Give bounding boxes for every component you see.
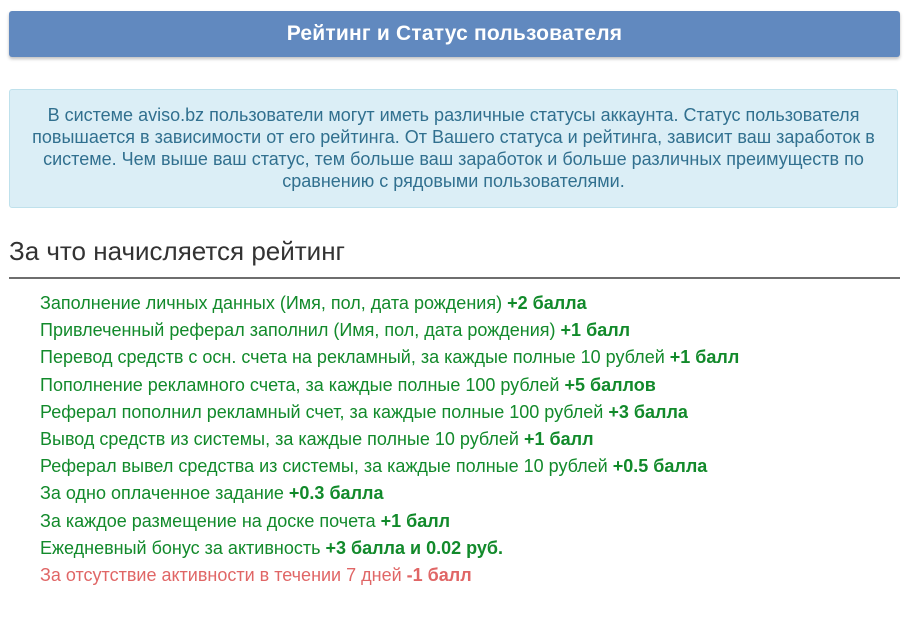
rating-item-points: +1 балл — [669, 347, 740, 368]
rating-item-text: За отсутствие активности в течении 7 дней — [40, 565, 407, 586]
rating-item — [40, 480, 739, 507]
rating-item-points: +1 балл — [380, 510, 451, 531]
rating-item-points: +2 балла — [507, 293, 587, 313]
info-text: В системе aviso.bz пользователи могут иметь различные статусы аккаунта. Статус пользователя повышается в зависимости от его рейтинга. От Вашего статуса и рейтинга, зависит ваш заработок в системе. Чем выше ваш статус, тем больше ваш заработок и больше различных преимуществ по сравнению с рядовыми пользователями. — [32, 105, 875, 191]
rating-item-points: +1 балл — [524, 429, 594, 450]
rating-item-text: Реферал вывел средства из системы, за каждые полные 10 рублей — [40, 456, 613, 477]
rating-list — [40, 290, 739, 589]
rating-item-text: Перевод средств с осн. счета на рекламный, за каждые полные 10 рублей — [40, 347, 670, 368]
rating-item — [40, 399, 739, 426]
rating-item-points: +0.3 балла — [288, 483, 384, 504]
rating-item-points: +3 балла и 0.02 руб. — [325, 537, 503, 558]
rating-item — [40, 290, 739, 317]
rating-item — [40, 317, 739, 344]
rating-item — [40, 344, 739, 371]
rating-item-points: +3 балла — [608, 401, 688, 422]
section-divider — [9, 277, 900, 279]
rating-item-points: +0.5 балла — [612, 456, 708, 477]
rating-item-negative — [40, 562, 739, 589]
info-box — [9, 89, 898, 208]
rating-item-text: Реферал пополнил рекламный счет, за каждые полные 100 рублей — [40, 401, 609, 422]
rating-item — [40, 453, 739, 480]
rating-item-text: Привлеченный реферал заполнил (Имя, пол, дата рождения) — [40, 320, 561, 341]
rating-item-text: Вывод средств из системы, за каждые полные 10 рублей — [40, 429, 524, 450]
rating-item-points: +1 балл — [560, 320, 631, 341]
page-title: Рейтинг и Статус пользователя — [286, 22, 623, 45]
rating-item — [40, 535, 739, 562]
rating-item-text: Ежедневный бонус за активность — [40, 537, 326, 558]
rating-item-text: За одно оплаченное задание — [40, 483, 289, 504]
rating-item-text: За каждое размещение на доске почета — [40, 510, 381, 531]
header-bar — [9, 11, 900, 57]
rating-item — [40, 372, 739, 399]
rating-item — [40, 508, 739, 535]
rating-item-points: +5 баллов — [564, 374, 656, 395]
rating-item-text: Заполнение личных данных (Имя, пол, дата рождения) — [40, 293, 508, 313]
rating-item — [40, 426, 739, 453]
rating-item-points: -1 балл — [406, 565, 472, 586]
rating-item-text: Пополнение рекламного счета, за каждые полные 100 рублей — [40, 374, 565, 395]
section-title: За что начисляется рейтинг — [9, 236, 346, 266]
